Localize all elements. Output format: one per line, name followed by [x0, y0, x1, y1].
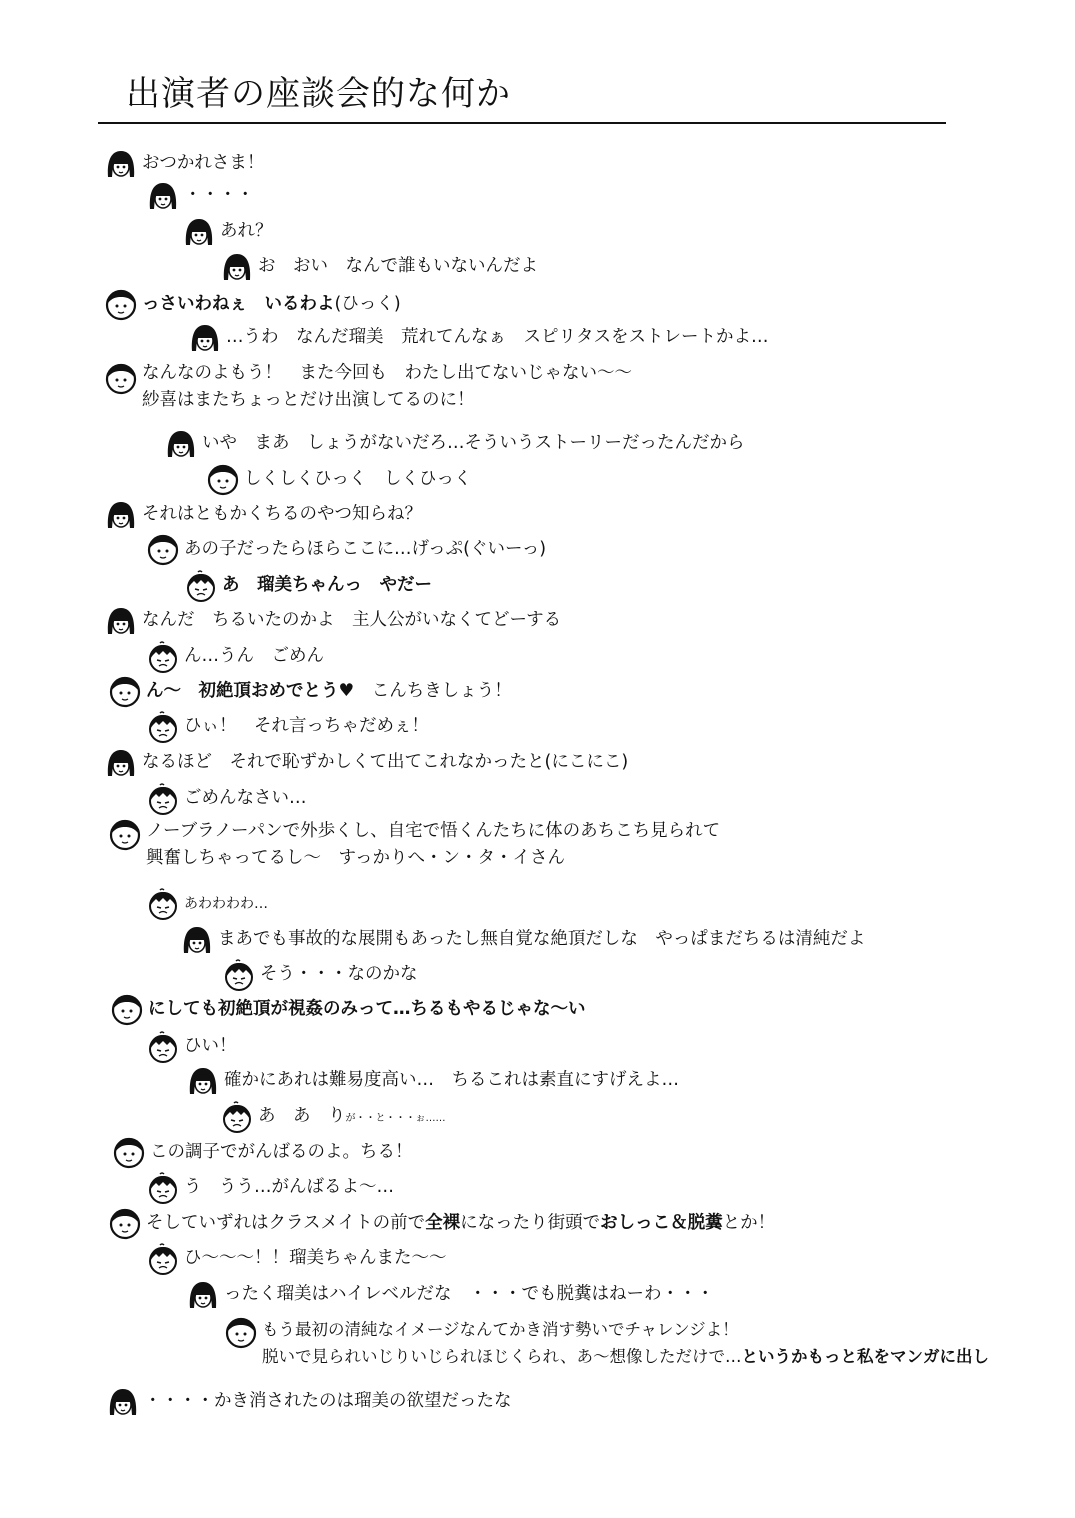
- emphasis-text: というかもっと私をマンガに出し: [741, 1347, 989, 1366]
- dialogue-line: [186, 1063, 679, 1099]
- character-spiky-hair-icon: [146, 710, 180, 744]
- character-spiky-hair-icon: [222, 958, 256, 992]
- dialogue-line: [104, 603, 561, 639]
- character-spiky-hair-icon: [146, 1242, 180, 1276]
- dialogue-line: [146, 178, 254, 214]
- line-text: しくしくひっく しくひっく: [244, 469, 472, 490]
- character-long-hair-icon: [220, 250, 254, 284]
- line-text: ごめんなさい…: [184, 788, 307, 809]
- character-spiky-hair-icon: [146, 640, 180, 674]
- line-text: あの子だったらほらここに…げっぷ(ぐいーっ): [184, 539, 547, 560]
- character-long-hair-icon: [186, 1278, 220, 1312]
- dialogue-line: [146, 781, 307, 817]
- character-round-face-icon: [110, 993, 144, 1027]
- character-round-face-icon: [108, 675, 142, 709]
- dialogue-line: [222, 957, 418, 993]
- dialogue-line: [108, 1206, 775, 1242]
- line-text: …うわ なんだ瑠美 荒れてんなぁ スピリタスをストレートかよ…: [226, 327, 769, 348]
- emphasis-text: おしっこ＆脱糞: [600, 1213, 723, 1234]
- line-text: もう最初の清純なイメージなんてかき消す勢いでチャレンジよ！ 脱いで見られいじりいじられほじくられ、あ～想像しただけで…というかもっと私をマンガに出し: [262, 1320, 989, 1366]
- character-long-hair-icon: [146, 179, 180, 213]
- line-text: いや まあ しょうがないだろ…そういうストーリーだったんだから: [202, 433, 745, 454]
- dialogue-line: [106, 1384, 512, 1420]
- dialogue-line: [186, 1277, 714, 1313]
- character-round-face-icon: [112, 1136, 146, 1170]
- title-underline: [98, 122, 946, 124]
- emphasis-text: あ 瑠美ちゃんっ やだー: [222, 575, 432, 596]
- emphasis-text: っさいわねぇ いるわよ: [142, 294, 335, 315]
- line-text: そう・・・なのかな: [260, 964, 418, 985]
- line-text: ・・・・: [184, 185, 254, 206]
- line-text: [222, 574, 432, 598]
- dialogue-line: [220, 1099, 446, 1135]
- line-text: う うう…がんばるよ～…: [184, 1177, 394, 1198]
- character-round-face-icon: [108, 818, 142, 852]
- line-text: ・・・・かき消されたのは瑠美の欲望だったな: [144, 1391, 512, 1412]
- character-round-face-icon: [224, 1316, 258, 1350]
- line-text: ひ～～～！！瑠美ちゃんまた～～: [184, 1248, 447, 1269]
- character-long-hair-icon: [164, 427, 198, 461]
- character-long-hair-icon: [182, 215, 216, 249]
- line-text: おつかれさま！: [142, 153, 265, 174]
- dialogue-line: [110, 992, 586, 1028]
- line-text: この調子でがんばるのよ。ちる！: [150, 1142, 413, 1163]
- character-spiky-hair-icon: [146, 887, 180, 921]
- dialogue-line: [146, 1170, 394, 1206]
- dialogue-line: [206, 462, 472, 498]
- dialogue-line: [164, 426, 745, 462]
- dialogue-line: [104, 360, 632, 414]
- character-long-hair-icon: [104, 604, 138, 638]
- line-text: なるほど それで恥ずかしくて出てこれなかったと(にこにこ): [142, 752, 629, 773]
- character-round-face-icon: [146, 533, 180, 567]
- character-spiky-hair-icon: [146, 1171, 180, 1205]
- line-text: ひい！: [184, 1036, 237, 1057]
- emphasis-text: 全裸: [425, 1213, 461, 1234]
- emphasis-text: ん～ 初絶頂おめでとう♥: [146, 681, 355, 702]
- line-text: お おい なんで誰もいないんだよ: [258, 256, 538, 277]
- line-text: ノーブラノーパンで外歩くし、自宅で悟くんたちに体のあちこち見られて 興奮しちゃってるし～ すっかりへ・ン・タ・イさん: [146, 821, 721, 868]
- character-long-hair-icon: [180, 923, 214, 957]
- character-spiky-hair-icon: [220, 1100, 254, 1134]
- line-text: ん～ 初絶頂おめでとう♥ こんちきしょう！: [146, 681, 512, 702]
- dialogue-line: [104, 497, 422, 533]
- character-long-hair-icon: [188, 321, 222, 355]
- dialogue-line: [104, 146, 264, 182]
- line-text: 確かにあれは難易度高い… ちるこれは素直にすげえよ…: [224, 1070, 679, 1091]
- line-text: [142, 293, 401, 317]
- character-round-face-icon: [206, 463, 240, 497]
- character-round-face-icon: [104, 362, 138, 396]
- dialogue-line: [104, 287, 401, 323]
- dialogue-line: [104, 745, 628, 781]
- dialogue-line: [146, 709, 429, 745]
- page-title: 出演者の座談会的な何か: [126, 74, 511, 114]
- dialogue-line: [182, 214, 273, 250]
- dialogue-line: [112, 1135, 413, 1171]
- line-text-rest: (ひっく): [334, 294, 401, 315]
- dialogue-line: [188, 320, 769, 356]
- dialogue-line: [146, 1029, 237, 1065]
- dialogue-line: [184, 568, 432, 604]
- line-text: あわわわわ…: [184, 895, 268, 912]
- line-text: それはともかくちるのやつ知らね？: [142, 504, 422, 525]
- character-long-hair-icon: [104, 746, 138, 780]
- line-text: [148, 998, 586, 1022]
- character-long-hair-icon: [186, 1064, 220, 1098]
- line-text: あ あ りが・・と・・・ぉ……: [258, 1106, 446, 1127]
- line-text: そしていずれはクラスメイトの前で全裸になったり街頭でおしっこ＆脱糞とか！: [146, 1213, 776, 1234]
- line-text: なんだ ちるいたのかよ 主人公がいなくてどーする: [142, 610, 562, 631]
- line-text: ん…うん ごめん: [184, 646, 324, 667]
- character-long-hair-icon: [104, 147, 138, 181]
- emphasis-text: にしても初絶頂が視姦のみって…ちるもやるじゃな～い: [148, 999, 586, 1020]
- character-round-face-icon: [104, 288, 138, 322]
- character-long-hair-icon: [106, 1385, 140, 1419]
- line-text: まあでも事故的な展開もあったし無自覚な絶頂だしな やっぱまだちるは清純だよ: [218, 929, 866, 950]
- dialogue-line: [108, 674, 512, 710]
- dialogue-line: [108, 818, 720, 872]
- dialogue-line: [220, 249, 538, 285]
- dialogue-line: [180, 922, 865, 958]
- character-spiky-hair-icon: [146, 782, 180, 816]
- dialogue-line: [146, 1241, 447, 1277]
- dialogue-line: [146, 532, 546, 568]
- line-text: なんなのよもう！ また今回も わたし出てないじゃない～～ 紗喜はまたちょっとだけ出演してるのに！: [142, 363, 632, 410]
- character-spiky-hair-icon: [184, 569, 218, 603]
- line-text: ひぃ！ それ言っちゃだめぇ！: [184, 716, 429, 737]
- line-text: あれ？: [220, 221, 273, 242]
- dialogue-line: [146, 886, 268, 922]
- dialogue-line: [224, 1316, 989, 1370]
- dialogue-line: [146, 639, 324, 675]
- character-long-hair-icon: [104, 498, 138, 532]
- character-round-face-icon: [108, 1207, 142, 1241]
- character-spiky-hair-icon: [146, 1030, 180, 1064]
- line-text: ったく瑠美はハイレベルだな ・・・でも脱糞はねーわ・・・: [224, 1284, 714, 1305]
